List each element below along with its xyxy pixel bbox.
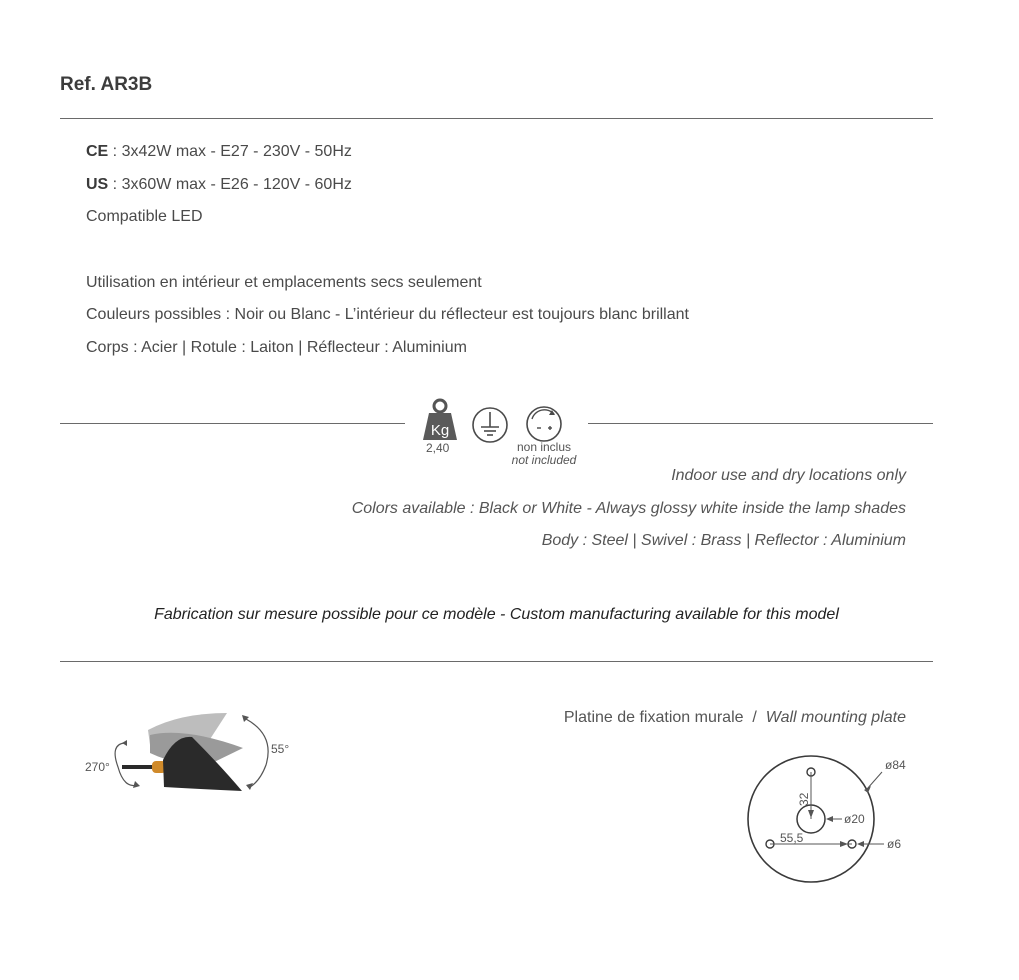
product-reference: Ref. AR3B — [60, 74, 153, 95]
spec-colors-fr: Couleurs possibles : Noir ou Blanc - L’intérieur du réflecteur est toujours blanc brillant — [86, 306, 689, 323]
wall-plate-separator: / — [752, 709, 757, 726]
dim-width: 55,5 — [780, 831, 804, 845]
top-divider — [60, 118, 933, 119]
rotation-horizontal-label: 270° — [85, 760, 110, 774]
spec-compatible-led: Compatible LED — [86, 208, 203, 225]
wall-plate-title-fr: Platine de fixation murale — [563, 709, 744, 726]
spec-materials-en: Body : Steel | Swivel : Brass | Reflector : Aluminium — [541, 532, 906, 549]
us-value: : 3x60W max - E26 - 120V - 60Hz — [108, 176, 352, 193]
custom-manufacturing-note: Fabrication sur mesure possible pour ce modèle - Custom manufacturing available for this model — [154, 606, 839, 623]
dimmer-icon — [524, 404, 564, 444]
ground-icon — [471, 406, 509, 444]
dimmer-note-en: not included — [511, 453, 577, 467]
dim-height: 32 — [797, 792, 811, 806]
weight-icon — [420, 398, 460, 442]
rotation-vertical-label: 55° — [271, 742, 290, 756]
wall-plate-title — [564, 709, 906, 727]
ce-label: CE — [86, 143, 109, 160]
wall-plate-diagram — [740, 752, 920, 892]
ce-value: : 3x42W max - E27 - 230V - 50Hz — [108, 143, 352, 160]
spec-ce — [86, 143, 352, 161]
spec-materials-fr: Corps : Acier | Rotule : Laiton | Réflecteur : Aluminium — [86, 339, 467, 356]
wall-plate-title-en: Wall mounting plate — [765, 709, 906, 726]
lamp-rotation-diagram — [80, 705, 310, 800]
dimmer-note — [511, 441, 577, 467]
dimmer-note-fr: non inclus — [516, 440, 572, 454]
dim-screw-hole: ø6 — [887, 837, 902, 851]
spec-usage-fr: Utilisation en intérieur et emplacements secs seulement — [86, 274, 482, 291]
icon-row-divider-left — [60, 423, 405, 424]
spec-colors-en: Colors available : Black or White - Always glossy white inside the lamp shades — [351, 500, 906, 517]
dim-center-hole: ø20 — [844, 812, 865, 826]
weight-value: 2,40 — [426, 441, 450, 455]
weight-symbol: Kg — [430, 422, 450, 439]
spec-us — [86, 176, 352, 194]
icon-row-divider-right — [588, 423, 933, 424]
dim-plate-diameter: ø84 — [885, 758, 906, 772]
us-label: US — [86, 176, 109, 193]
spec-usage-en: Indoor use and dry locations only — [671, 467, 906, 484]
bottom-divider — [60, 661, 933, 662]
